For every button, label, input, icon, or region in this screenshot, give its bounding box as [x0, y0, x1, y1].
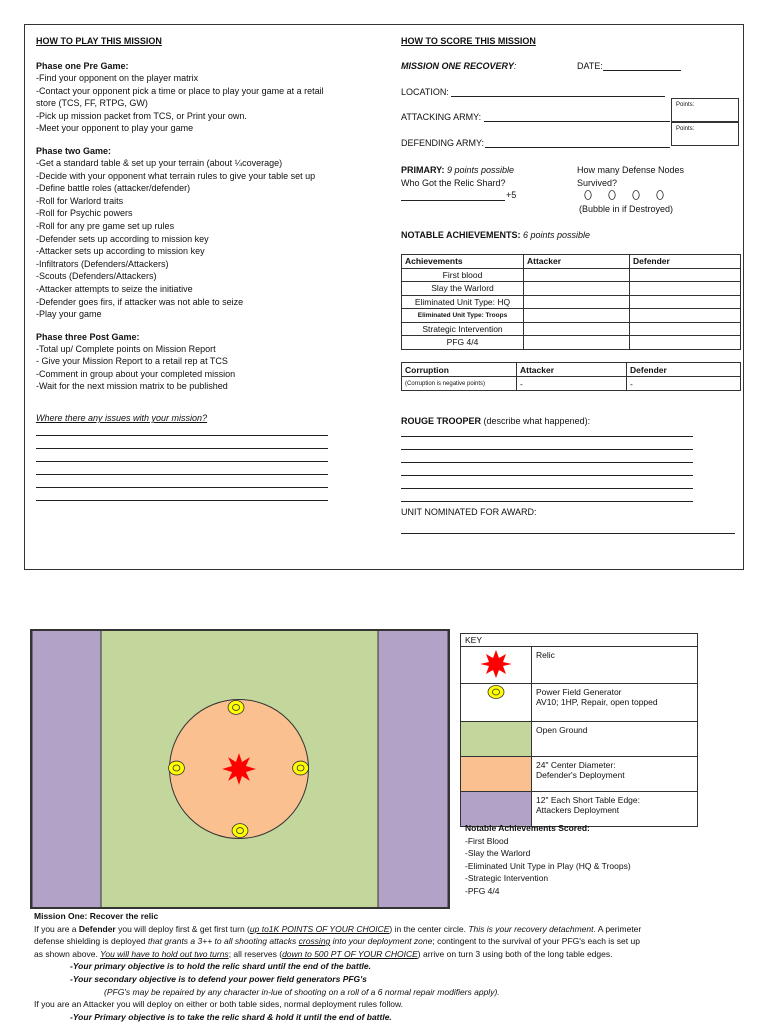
- table-header-row: [402, 255, 741, 269]
- answer-line[interactable]: [401, 501, 693, 502]
- attacking-army-label: ATTACKING ARMY:: [401, 112, 482, 122]
- rouge-label-text: ROUGE TROOPER: [401, 416, 482, 426]
- defender-corruption-cell[interactable]: -: [627, 377, 741, 391]
- achievement-name: Strategic Intervention: [402, 322, 524, 336]
- text: ; contingent to the survival of your PFG's each is set up: [432, 936, 640, 947]
- text: defense shielding is deployed: [34, 936, 148, 947]
- key-row-open-ground: [461, 722, 698, 757]
- pfg-repair-note: (PFG's may be repaired by any character in-lue of shooting on a roll of a 6 normal repair modifiers apply).: [104, 986, 500, 997]
- defender-cell[interactable]: [630, 268, 741, 282]
- defending-army-field[interactable]: [485, 147, 670, 148]
- answer-line[interactable]: [36, 461, 328, 462]
- table-row: [402, 268, 741, 282]
- answer-line[interactable]: [401, 436, 693, 437]
- list-item: -Get a standard table & set up your terrain (about ¼coverage): [36, 157, 283, 168]
- list-item: store (TCS, FF, RTPG, GW): [36, 98, 148, 109]
- col-attacker: Attacker: [524, 255, 630, 269]
- attacker-cell[interactable]: [524, 309, 630, 323]
- attacking-army-field[interactable]: [484, 121, 670, 122]
- issues-question: Where there any issues with your mission?: [36, 413, 208, 424]
- list-item: -Comment in group about your completed mission: [36, 368, 236, 379]
- pfg-right-icon: [293, 761, 309, 775]
- how-to-score-column: [401, 36, 741, 556]
- attacker-points-box[interactable]: [671, 98, 739, 122]
- attacker-corruption-cell[interactable]: -: [517, 377, 627, 391]
- pfg-bottom-icon: [232, 824, 248, 838]
- text: as shown above.: [34, 948, 101, 959]
- attacker-cell[interactable]: [524, 282, 630, 296]
- defender-cell[interactable]: [630, 336, 741, 350]
- pfg-left-icon: [169, 761, 185, 775]
- key-relic-symbol: [461, 647, 532, 684]
- achievement-name: Eliminated Unit Type: Troops: [402, 309, 524, 323]
- key-row-center: [461, 757, 698, 792]
- list-item: -Roll for Warlord traits: [36, 195, 124, 206]
- defender-points-box[interactable]: [671, 122, 739, 146]
- relic-question: Who Got the Relic Shard?: [401, 178, 506, 188]
- how-to-score-heading: HOW TO SCORE THIS MISSION: [401, 36, 536, 46]
- list-item: -Roll for Psychic powers: [36, 208, 133, 219]
- attacker-cell[interactable]: [524, 336, 630, 350]
- col-attacker: Attacker: [517, 363, 627, 377]
- how-to-play-column: [36, 36, 376, 501]
- table-row: [402, 295, 741, 309]
- deployment-map: [30, 629, 450, 909]
- text: ) arrive on turn 3 using both of the long table edges.: [417, 948, 613, 959]
- table-row: [402, 309, 741, 323]
- col-defender: Defender: [627, 363, 741, 377]
- list-item: -Find your opponent on the player matrix: [36, 73, 199, 83]
- key-edge-line1: 12" Each Short Table Edge:: [536, 795, 640, 805]
- achievement-name: Slay the Warlord: [402, 282, 524, 296]
- bubble-note: (Bubble in if Destroyed): [579, 204, 674, 214]
- key-relic-label: Relic: [532, 647, 698, 684]
- col-achievements: Achievements: [402, 255, 524, 269]
- shield-text: that grants a 3++ to all shooting attacks: [147, 936, 299, 947]
- reserve-points: down to 500 PT OF YOUR CHOICE: [282, 948, 418, 959]
- node-bubble-2[interactable]: [609, 191, 615, 200]
- map-key: [460, 633, 698, 827]
- list-item: -First Blood: [465, 835, 509, 846]
- phase-one-list: [36, 72, 376, 135]
- answer-line[interactable]: [36, 474, 328, 475]
- pfg-top-icon: [228, 700, 244, 714]
- key-center-label: [532, 757, 698, 792]
- answer-line[interactable]: [401, 462, 693, 463]
- list-item: -Scouts (Defenders/Attackers): [36, 271, 157, 282]
- primary-note: 9 points possible: [444, 165, 515, 175]
- list-item: -Strategic Intervention: [465, 873, 549, 884]
- achievement-name: Eliminated Unit Type: HQ: [402, 295, 524, 309]
- attacker-zone-left: [32, 630, 102, 908]
- key-row-pfg: [461, 684, 698, 722]
- hold-out-text: You will have to hold out two turns: [100, 948, 229, 959]
- primary-label: [401, 165, 514, 175]
- primary-label-text: PRIMARY:: [401, 165, 445, 175]
- text: you will deploy first & get first turn (: [115, 923, 250, 934]
- issues-answer-lines[interactable]: [36, 435, 328, 501]
- col-corruption: Corruption: [402, 363, 517, 377]
- mission-report-form: [24, 24, 744, 570]
- list-item: -Pick up mission packet from TCS, or Print your own.: [36, 110, 247, 121]
- mission-paragraph-2: [34, 935, 734, 948]
- plus-five: +5: [506, 190, 517, 200]
- mission-title: [401, 61, 516, 71]
- attacker-cell[interactable]: [524, 322, 630, 336]
- list-item: -Decide with your opponent what terrain rules to give your table set up: [36, 170, 316, 181]
- mission-heading: Mission One: Recover the relic: [34, 911, 159, 921]
- text: ; all reserves (: [228, 948, 283, 959]
- primary-objective-attacker: -Your Primary objective is to take the relic shard & hold it until the end of battle.: [70, 1011, 392, 1022]
- node-bubble-1[interactable]: [585, 191, 591, 200]
- date-label: DATE:: [577, 61, 603, 71]
- award-label: UNIT NOMINATED FOR AWARD:: [401, 507, 537, 517]
- list-item: -Meet your opponent to play your game: [36, 123, 194, 134]
- achievement-name: PFG 4/4: [402, 336, 524, 350]
- location-label: LOCATION:: [401, 87, 449, 97]
- text: . A perimeter: [593, 923, 642, 934]
- answer-line[interactable]: [36, 435, 328, 436]
- table-row: [402, 377, 741, 391]
- text: ) in the center circle.: [389, 923, 469, 934]
- mission-description: [34, 910, 734, 1023]
- list-item: -Attacker attempts to seize the initiative: [36, 283, 193, 294]
- award-field[interactable]: [401, 533, 735, 534]
- defender-points: up to1K POINTS OF YOUR CHOICE: [249, 923, 390, 934]
- answer-line[interactable]: [401, 449, 693, 450]
- list-item: -Roll for any pre game set up rules: [36, 220, 175, 231]
- mission-paragraph-4: If you are an Attacker you will deploy on either or both table sides, normal deployment rules follow.: [34, 999, 404, 1010]
- mission-paragraph-3: [34, 948, 734, 961]
- table-row: [402, 336, 741, 350]
- crossing-word: crossing: [298, 936, 331, 947]
- table-header-row: [402, 363, 741, 377]
- notable-label: [401, 230, 590, 240]
- table-row: [402, 322, 741, 336]
- answer-line[interactable]: [36, 448, 328, 449]
- list-item: -Wait for the next mission matrix to be published: [36, 381, 228, 392]
- corruption-note: (Corruption is negative points): [402, 377, 517, 391]
- key-title-row: [461, 634, 698, 647]
- list-item: -Attacker sets up according to mission key: [36, 246, 205, 257]
- answer-line[interactable]: [401, 475, 693, 476]
- phase-one-title: Phase one Pre Game:: [36, 61, 129, 71]
- notable-achievements-scored: [465, 822, 631, 898]
- achievement-name: First blood: [402, 268, 524, 282]
- list-item: -Define battle roles (attacker/defender): [36, 183, 191, 194]
- phase-two-list: [36, 157, 376, 321]
- key-center-line2: Defender's Deployment: [536, 770, 625, 780]
- text: If you are a: [34, 923, 79, 934]
- key-title: KEY: [461, 634, 698, 647]
- phase-three-title: Phase three Post Game:: [36, 331, 140, 342]
- attacker-cell[interactable]: [524, 295, 630, 309]
- key-row-relic: [461, 647, 698, 684]
- relic-icon: [461, 647, 531, 681]
- node-bubble-4[interactable]: [657, 191, 663, 200]
- phase-three-list: [36, 343, 376, 393]
- col-defender: Defender: [630, 255, 741, 269]
- rouge-note: (describe what happened):: [481, 416, 591, 426]
- relic-shard-field[interactable]: [401, 200, 505, 201]
- key-open-ground-swatch: [461, 722, 532, 757]
- node-bubble-3[interactable]: [633, 191, 639, 200]
- defense-node-bubbles[interactable]: [581, 188, 681, 202]
- points-label: Points:: [676, 126, 695, 132]
- how-to-play-heading: HOW TO PLAY THIS MISSION: [36, 36, 162, 46]
- table-row: [402, 282, 741, 296]
- list-item: -PFG 4/4: [465, 885, 500, 896]
- defender-cell[interactable]: [630, 295, 741, 309]
- list-item: -Contact your opponent pick a time or place to play your game at a retail: [36, 85, 324, 96]
- key-center-line1: 24" Center Diameter:: [536, 760, 616, 770]
- list-item: - Give your Mission Report to a retail rep at TCS: [36, 356, 228, 367]
- key-pfg-line1: Power Field Generator: [536, 687, 622, 697]
- notable-label-text: NOTABLE ACHIEVEMENTS:: [401, 230, 521, 240]
- recovery-detachment: This is your recovery detachment: [468, 923, 594, 934]
- answer-line[interactable]: [36, 487, 328, 488]
- location-field[interactable]: [451, 96, 665, 97]
- mission-title-colon: :: [513, 61, 517, 71]
- key-edge-line2: Attackers Deployment: [536, 805, 620, 815]
- key-pfg-line2: AV10; 1HP, Repair, open topped: [536, 697, 658, 707]
- list-item: -Slay the Warlord: [465, 848, 531, 859]
- list-item: -Total up/ Complete points on Mission Report: [36, 343, 216, 354]
- defender-word: Defender: [78, 923, 116, 934]
- answer-line[interactable]: [401, 488, 693, 489]
- date-field[interactable]: [603, 70, 681, 71]
- mission-title-text: MISSION ONE RECOVERY: [401, 61, 514, 71]
- primary-objective-defender: -Your primary objective is to hold the relic shard until the end of the battle.: [70, 961, 372, 972]
- defending-army-label: DEFENDING ARMY:: [401, 138, 485, 148]
- rouge-answer-lines[interactable]: [401, 424, 693, 502]
- pfg-icon: [461, 684, 531, 719]
- key-pfg-label: [532, 684, 698, 722]
- mission-paragraph-1: [34, 923, 734, 936]
- attacker-zone-right: [378, 630, 448, 908]
- corruption-table: [401, 362, 741, 391]
- list-item: -Infiltrators (Defenders/Attackers): [36, 258, 169, 269]
- points-label: Points:: [676, 102, 695, 108]
- list-item: -Eliminated Unit Type in Play (HQ & Troops): [465, 860, 631, 871]
- nas-list: [465, 835, 631, 898]
- answer-line[interactable]: [36, 500, 328, 501]
- defender-cell[interactable]: [630, 282, 741, 296]
- key-open-ground-label: Open Ground: [532, 722, 698, 757]
- list-item: -Defender sets up according to mission key: [36, 233, 209, 244]
- defender-cell[interactable]: [630, 322, 741, 336]
- secondary-objective-defender: -Your secondary objective is to defend your power field generators PFG's: [70, 973, 367, 984]
- deployment-zone-text: into your deployment zone: [330, 936, 433, 947]
- key-center-swatch: [461, 757, 532, 792]
- nas-title: Notable Achievements Scored:: [465, 823, 590, 833]
- defender-cell[interactable]: [630, 309, 741, 323]
- nodes-question: How many Defense Nodes: [577, 165, 685, 175]
- notable-note: 6 points possible: [520, 230, 591, 240]
- list-item: -Defender goes firs, if attacker was not able to seize: [36, 296, 244, 307]
- achievements-table: [401, 254, 741, 350]
- phase-two-title: Phase two Game:: [36, 145, 112, 156]
- list-item: -Play your game: [36, 309, 102, 320]
- key-pfg-symbol: [461, 684, 532, 722]
- nodes-question-2: Survived?: [577, 178, 618, 188]
- attacker-cell[interactable]: [524, 268, 630, 282]
